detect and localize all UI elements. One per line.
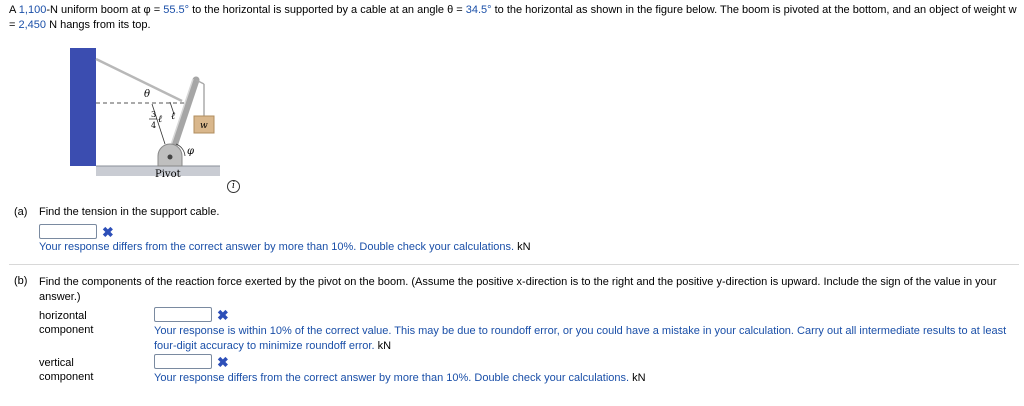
label-line: component [39,371,94,383]
part-a-unit: kN [517,241,531,253]
vertical-feedback-line [154,372,646,384]
part-a-feedback-line [39,241,531,253]
three-quarter-l-label: ℓ [158,114,163,125]
vertical-unit: kN [632,372,646,384]
section-divider [9,264,1019,265]
vertical-component-input[interactable] [154,354,212,369]
theta-label: θ [144,89,151,100]
incorrect-x-icon: ✖ [217,354,229,370]
horizontal-component-label [39,309,93,337]
label-line: horizontal [39,310,87,322]
horizontal-feedback: Your response is within 10% of the correct value. This may be due to roundoff error, or you could have a mistake in your calculation. Carry out all intermediate results to at least four-digit accuracy to minimize roundoff error. [154,325,1007,352]
problem-text: to the horizontal is supported by a cable at an angle θ = [189,4,466,16]
part-a-tag: (a) [14,206,28,218]
horizontal-unit: kN [377,340,392,352]
incorrect-x-icon: ✖ [217,307,229,323]
part-b-tag: (b) [14,275,28,287]
problem-text: A [9,4,19,16]
fraction-numerator: 3 [151,110,157,119]
theta-value: 34.5° [465,4,492,16]
pivot-label: Pivot [155,169,181,180]
part-a-question: Find the tension in the support cable. [39,206,220,218]
wall [70,48,96,166]
problem-text: -N uniform boom at φ = [46,4,164,16]
horizontal-feedback-block [154,324,1022,354]
w-label: w [200,121,208,131]
l-label: ℓ [171,111,176,122]
tension-answer-input[interactable] [39,224,97,239]
part-a-feedback: Your response differs from the correct answer by more than 10%. Double check your calculations. [39,241,515,253]
phi-label: φ [187,146,195,157]
horizontal-component-input[interactable] [154,307,212,322]
phi-value: 55.5° [163,4,190,16]
support-cable [96,59,182,101]
boom-weight-value: 1,100 [18,4,47,16]
boom-figure [70,44,230,186]
incorrect-x-icon: ✖ [102,224,114,240]
label-line: component [39,324,94,336]
label-line: vertical [39,357,74,369]
part-b-question: Find the components of the reaction force exerted by the pivot on the boom. (Assume the positive x-direction is to the right and the positive y-direction is upward. Include the sign of the value in your answer.) [39,276,997,303]
problem-statement [9,3,1019,33]
boom-diagram [70,44,230,186]
problem-text: to the horizontal as shown in the figure below. The boom is pivoted at the bottom, and an object of weight w = [9,4,1017,31]
problem-text: N hangs from its top. [46,19,151,31]
vertical-feedback: Your response differs from the correct answer by more than 10%. Double check your calculations. [154,372,630,384]
object-weight-value: 2,450 [18,19,47,31]
fraction-denominator: 4 [151,121,157,130]
info-icon[interactable]: i [227,180,240,193]
vertical-component-label [39,356,93,384]
